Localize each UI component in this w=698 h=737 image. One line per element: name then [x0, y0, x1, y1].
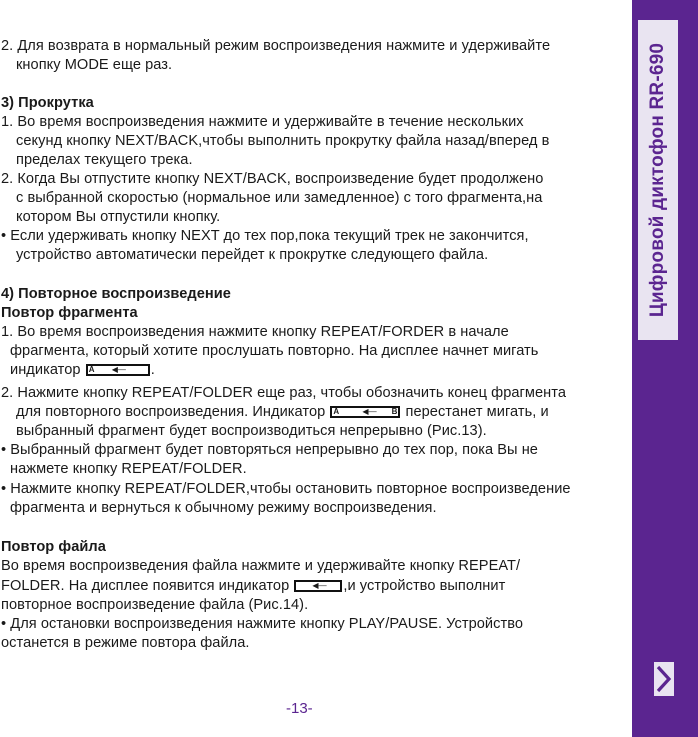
text-line: Во время воспроизведения файла нажмите и удерживайте кнопку REPEAT/: [1, 558, 521, 574]
next-page-button[interactable]: [654, 662, 674, 696]
indicator-b-label: B: [391, 407, 398, 416]
text-line: повторное воспроизведение файла (Рис.14).: [1, 597, 309, 613]
text-line: устройство автоматически перейдет к прокрутке следующего файла.: [16, 247, 489, 263]
text-line: 1. Во время воспроизведения нажмите кнопку REPEAT/FORDER в начале: [1, 324, 509, 340]
text-fragment: индикатор: [10, 362, 81, 378]
text-line: нажмете кнопку REPEAT/FOLDER.: [10, 461, 247, 477]
arrow-left-icon: ◀—: [362, 407, 377, 416]
text-line: секунд кнопку NEXT/BACK,чтобы выполнить прокрутку файла назад/вперед в: [16, 133, 550, 149]
text-line: с выбранной скоростью (нормальное или замедленное) с того фрагмента,на: [16, 190, 543, 206]
text-line: • Выбранный фрагмент будет повторяться непрерывно до тех пор, пока Вы не: [1, 442, 538, 458]
text-line: [1, 577, 505, 596]
section-heading-scroll: 3) Прокрутка: [1, 95, 94, 111]
text-fragment: ,и устройство выполнит: [343, 578, 506, 594]
text-line: выбранный фрагмент будет воспроизводиться непрерывно (Рис.13).: [16, 423, 487, 439]
text-fragment: .: [150, 362, 155, 378]
text-line: фрагмента и вернуться к обычному режиму воспроизведения.: [10, 500, 437, 516]
text-line: 2. Нажмите кнопку REPEAT/FOLDER еще раз, чтобы обозначить конец фрагмента: [1, 385, 567, 401]
text-line: пределах текущего трека.: [16, 152, 193, 168]
text-line: останется в режиме повтора файла.: [1, 635, 250, 651]
arrow-left-icon: ◀—: [312, 581, 327, 590]
indicator-a-label: A: [333, 407, 340, 416]
repeat-ab-indicator-icon: [330, 406, 400, 418]
text-fragment: для повторного воспроизведения. Индикатор: [16, 404, 326, 420]
subheading-repeat-fragment: Повтор фрагмента: [1, 305, 138, 321]
repeat-file-indicator-icon: [294, 580, 342, 592]
indicator-a-label: A: [88, 365, 95, 374]
section-heading-repeat: 4) Повторное воспроизведение: [1, 286, 231, 302]
text-line: • Для остановки воспроизведения нажмите кнопку PLAY/PAUSE. Устройство: [1, 616, 524, 632]
sidebar-title-box: [638, 20, 678, 340]
text-line: 2. Для возврата в нормальный режим воспроизведения нажмите и удерживайте: [1, 38, 551, 54]
page-number: -13-: [286, 700, 313, 717]
repeat-a-indicator-icon: [86, 364, 150, 376]
chevron-right-icon: [654, 662, 674, 696]
text-line: 2. Когда Вы отпустите кнопку NEXT/BACK, воспроизведение будет продолжено: [1, 171, 544, 187]
text-fragment: перестанет мигать, и: [405, 404, 549, 420]
sidebar-title: Цифровой диктофон RR-690: [647, 42, 668, 318]
text-line: • Если удерживать кнопку NEXT до тех пор,пока текущий трек не закончится,: [1, 228, 529, 244]
text-line: кнопку MODE еще раз.: [16, 57, 173, 73]
subheading-repeat-file: Повтор файла: [1, 539, 106, 555]
text-line: [16, 403, 549, 422]
text-line: • Нажмите кнопку REPEAT/FOLDER,чтобы остановить повторное воспроизведение: [1, 481, 571, 497]
text-line: котором Вы отпустили кнопку.: [16, 209, 221, 225]
text-line: [10, 361, 155, 380]
arrow-left-icon: ◀—: [111, 365, 126, 374]
sidebar: [632, 0, 698, 737]
text-fragment: FOLDER. На дисплее появится индикатор: [1, 578, 290, 594]
text-line: фрагмента, который хотите прослушать повторно. На дисплее начнет мигать: [10, 343, 539, 359]
text-line: 1. Во время воспроизведения нажмите и удерживайте в течение нескольких: [1, 114, 524, 130]
